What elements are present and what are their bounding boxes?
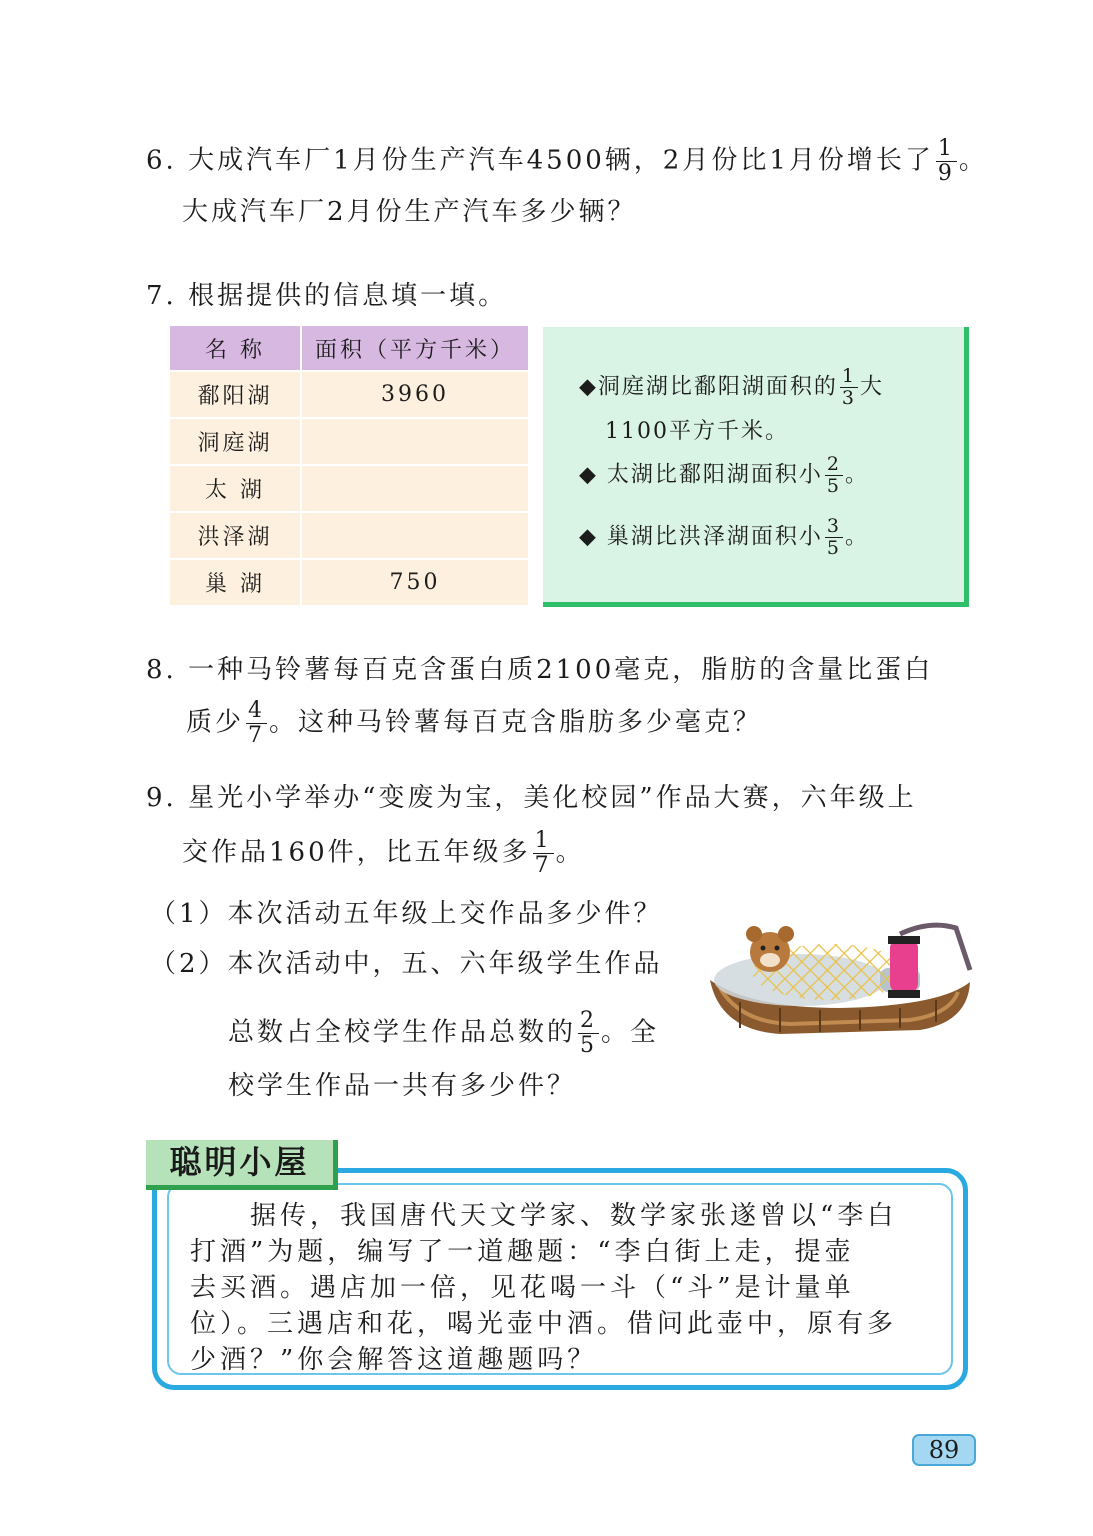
problem-8-line-1: 8. 一种马铃薯每百克含蛋白质2100毫克，脂肪的含量比蛋白 — [146, 655, 934, 685]
info-item-3: ◆ 巢湖比洪泽湖面积小 $\frac{3}{5}$ 。 — [579, 515, 870, 559]
lake-area-cell — [302, 419, 530, 466]
table-row — [170, 513, 530, 560]
info-item-1: ◆洞庭湖比鄱阳湖面积的 $\frac{1}{3}$ 大 — [579, 365, 885, 409]
fraction-two-fifths: $\frac{2}{5}$ — [826, 453, 842, 497]
problem-6-line-1: 6. 大成汽车厂1月份生产汽车4500辆，2月份比1月份增长了 $\frac{1}{9}$ 。 — [146, 136, 988, 186]
problem-7-title: 7. 根据提供的信息填一填。 — [146, 281, 508, 311]
clever-line: 去买酒。遇店加一倍，见花喝一斗（“斗”是计量单 — [190, 1273, 855, 1303]
fraction-one-third: $\frac{1}{3}$ — [841, 365, 857, 409]
problem-9-line-2: 交作品160件，比五年级多 $\frac{1}{7}$ 。 — [182, 828, 585, 878]
table-header-row — [170, 326, 530, 372]
info-item-1-cont: 1100平方千米。 — [605, 419, 789, 444]
clever-house-title: 聪明小屋 — [146, 1140, 338, 1190]
info-item-2: ◆ 太湖比鄱阳湖面积小 $\frac{2}{5}$ 。 — [579, 453, 870, 497]
lake-area-cell: 3960 — [302, 372, 530, 419]
lake-area-cell — [302, 466, 530, 513]
lake-name-cell: 巢 湖 — [170, 560, 302, 607]
recycled-boat-image — [700, 910, 980, 1050]
problem-6-line-2: 大成汽车厂2月份生产汽车多少辆？ — [182, 197, 637, 227]
lake-name-cell: 鄱阳湖 — [170, 372, 302, 419]
column-header-name: 名 称 — [170, 326, 302, 372]
problem-8-line-2: 质少 $\frac{4}{7}$ 。这种马铃薯每百克含脂肪多少毫克？ — [186, 698, 763, 748]
lake-area-table — [170, 326, 530, 607]
clever-line: 位）。三遇店和花，喝光壶中酒。借问此壶中，原有多 — [190, 1309, 898, 1339]
page-number: 89 — [912, 1434, 976, 1466]
lake-name-cell: 洞庭湖 — [170, 419, 302, 466]
column-header-area: 面积（平方千米） — [302, 326, 530, 372]
fraction-one-ninth: $\frac{1}{9}$ — [937, 136, 955, 186]
table-row — [170, 466, 530, 513]
clever-line: 据传，我国唐代天文学家、数学家张遂曾以“李白 — [190, 1201, 898, 1231]
lake-area-cell: 750 — [302, 560, 530, 607]
fraction-one-seventh: $\frac{1}{7}$ — [534, 828, 552, 878]
problem-6-text: 6. 大成汽车厂1月份生产汽车4500辆，2月份比1月份增长了 — [146, 145, 934, 176]
clever-line: 打酒”为题，编写了一道趣题：“李白街上走，提壶 — [190, 1237, 855, 1267]
fraction-three-fifths: $\frac{3}{5}$ — [826, 515, 842, 559]
table-row — [170, 419, 530, 466]
lake-area-cell — [302, 513, 530, 560]
problem-9-question-1: （1）本次活动五年级上交作品多少件？ — [150, 899, 663, 929]
problem-9-question-2-line-3: 校学生作品一共有多少件？ — [228, 1071, 577, 1101]
clever-line: 少酒？”你会解答这道趣题吗？ — [190, 1345, 598, 1375]
clever-house-text — [190, 1198, 940, 1378]
lake-name-cell: 太 湖 — [170, 466, 302, 513]
problem-9-question-2-line-1: （2）本次活动中，五、六年级学生作品 — [150, 949, 663, 979]
table-row — [170, 560, 530, 607]
problem-9-question-2-line-2: 总数占全校学生作品总数的 $\frac{2}{5}$ 。全 — [228, 1008, 660, 1058]
fraction-four-sevenths: $\frac{4}{7}$ — [248, 698, 266, 748]
fraction-two-fifths: $\frac{2}{5}$ — [580, 1008, 598, 1058]
problem-9-line-1: 9. 星光小学举办“变废为宝，美化校园”作品大赛，六年级上 — [146, 783, 917, 813]
table-row — [170, 372, 530, 419]
lake-name-cell: 洪泽湖 — [170, 513, 302, 560]
info-box — [543, 327, 969, 607]
